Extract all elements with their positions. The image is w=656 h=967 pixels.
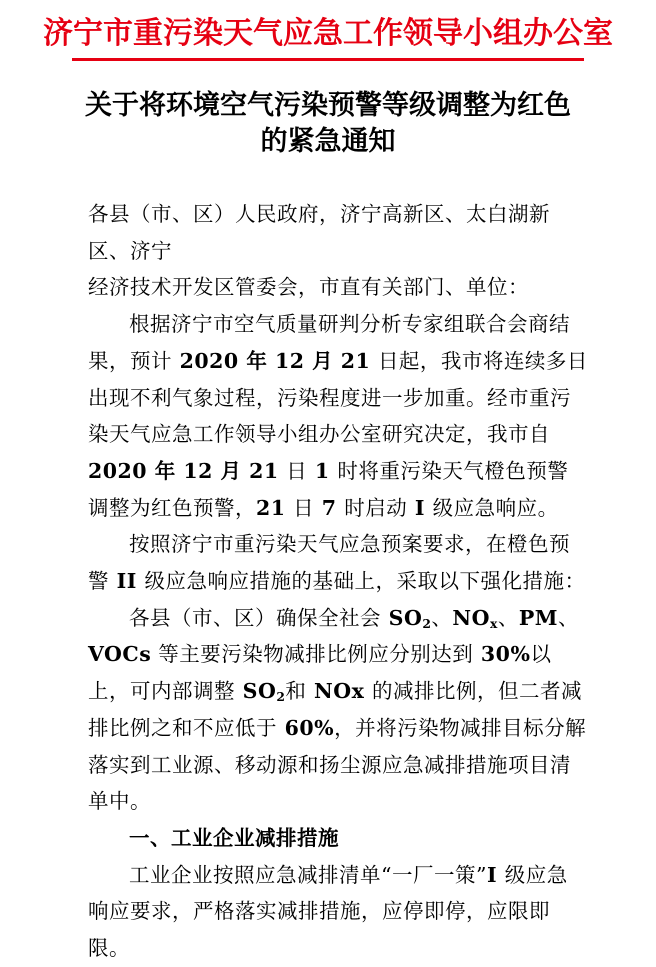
text-run: 时启动	[344, 495, 408, 520]
document-title	[0, 88, 656, 160]
document-title-line-2: 的紧急通知	[260, 126, 396, 157]
document-title-line-1: 关于将环境空气污染预警等级调整为红色	[85, 90, 571, 121]
issuing-office-title: 济宁市重污染天气应急工作领导小组办公室	[43, 16, 613, 51]
pollutant-so2: $SO_2$	[381, 605, 432, 631]
paragraph-decision	[88, 306, 588, 526]
text-run: ，并将污染物减排目标分解落实到工业源、移动源和扬尘源应急减排措施项目清单中。	[88, 715, 587, 814]
day-response: 21	[256, 495, 294, 520]
text-run: 工业企业按照应急减排清单“一厂一策”	[129, 862, 487, 887]
text-run: 级应急响应。	[432, 495, 559, 520]
text-run: 级应急响应措施的基础上，采取以下强化措施：	[144, 569, 586, 594]
section-heading-industrial: 一、工业企业减排措施	[129, 825, 339, 850]
text-run: 和	[285, 679, 307, 704]
addressee-line-1: 各县（市、区）人民政府，济宁高新区、太白湖新区、济宁	[88, 202, 550, 263]
date-alert: 2020 年 12 月 21	[88, 458, 287, 483]
paragraph-industrial-measures	[88, 857, 588, 967]
reduction-percent-1: 30%	[473, 642, 531, 667]
hour-response: 7	[314, 495, 345, 520]
industrial-level: I	[486, 862, 505, 887]
red-header-rule	[72, 58, 584, 61]
text-run: 、	[497, 605, 519, 630]
text-run: 的减排比例，但二者减排比例之和不应低于	[88, 679, 582, 740]
document-body	[88, 196, 588, 967]
pollutant-nox: $NO_x$	[452, 605, 498, 631]
pollutant-so2-adjust: $SO_2$	[235, 679, 286, 705]
orange-level: II	[109, 569, 145, 594]
text-run: 等主要污染物减排比例应分别达到	[151, 642, 474, 667]
paragraph-reduction-targets	[88, 600, 588, 820]
text-run: 以上，可内部调整	[88, 642, 552, 704]
text-run: 按照济宁市重污染天气应急预案要求，在橙色预警	[88, 532, 570, 594]
text-run: 日	[293, 495, 315, 520]
pollutant-pm: PM	[518, 605, 558, 630]
hour-alert: 1	[307, 458, 338, 483]
text-run: 级应急响应要求，严格落实减排措施，应停即停，应限即限。	[88, 862, 568, 961]
pollutant-nox-adjust: NOx	[306, 679, 372, 704]
text-run: 、	[557, 605, 579, 630]
text-run: 日	[286, 458, 308, 483]
reduction-percent-2: 60%	[277, 715, 335, 740]
response-level: I	[407, 495, 433, 520]
text-run: 、	[431, 605, 453, 630]
text-run: 各县（市、区）确保全社会	[129, 605, 381, 630]
text-run: 时将重污染天气橙色预警调整为红色预警，	[88, 458, 569, 520]
date-start: 2020 年 12 月 21	[172, 348, 378, 373]
text-run: 根据济宁市空气质量研判分析专家组联合会商结果，预计	[88, 312, 570, 373]
paragraph-measures-intro	[88, 526, 588, 599]
text-run: 日起，我市将连续多日出现不利气象过程，污染程度进一步加重。经市重污染天气应急工作领导小组办公室研究决定，我市自	[88, 348, 588, 447]
pollutant-vocs: VOCs	[88, 642, 152, 667]
addressee-line-2: 经济技术开发区管委会，市直有关部门、单位：	[88, 275, 529, 300]
